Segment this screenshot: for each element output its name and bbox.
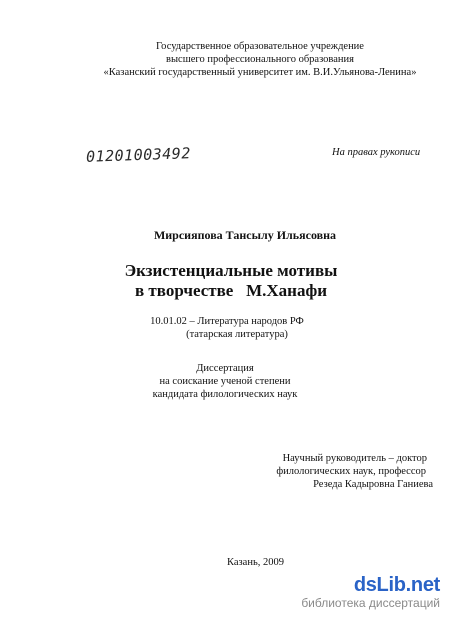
supervisor-line-2: филологических наук, профессор [276,466,426,477]
degree-line-2: на соискание ученой степени [159,376,291,387]
degree-line-1: Диссертация [196,363,254,374]
author-name: Мирсияпова Тансылу Ильясовна [153,228,337,242]
handwritten-inventory-number: 01201003492 [85,144,192,166]
institution-line-1: Государственное образовательное учреждение [156,41,364,52]
specialty-line-1: 10.01.02 – Литература народов РФ [150,316,304,327]
dslib-logo: dsLib.net [353,574,440,596]
degree-statement [0,362,450,401]
dissertation-title [6,261,450,301]
city-year: Казань, 2009 [227,557,284,568]
institution-line-2: высшего профессионального образования [166,54,354,65]
dslib-watermark[interactable] [296,574,446,614]
title-line-1: Экзистенциальные мотивы [124,261,338,280]
institution-header [30,40,450,79]
institution-line-3: «Казанский государственный университет им. В.И.Ульянова-Ленина» [103,67,417,78]
dslib-subtitle: библиотека диссертаций [301,596,440,610]
specialty-line-2: (татарская литература) [186,329,288,340]
supervisor-block [270,452,440,491]
degree-line-3: кандидата филологических наук [152,389,298,400]
supervisor-line-1: Научный руководитель – доктор [282,453,427,464]
title-line-2: в творчестве М.Ханафи [134,281,327,300]
rights-note: На правах рукописи [332,147,421,158]
supervisor-line-3: Резеда Кадыровна Ганиева [313,479,433,490]
specialty [2,315,450,341]
